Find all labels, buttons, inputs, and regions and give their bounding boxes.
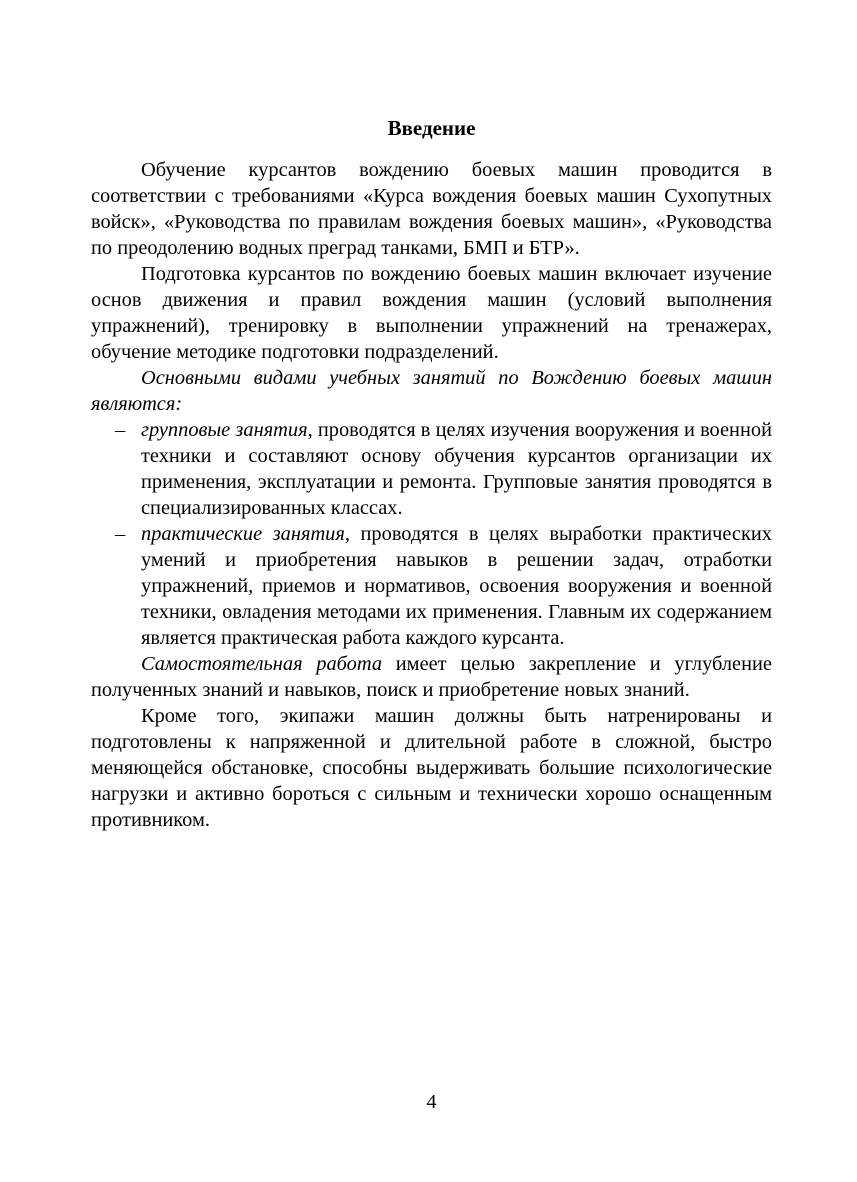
list-item-text: проводятся в целях выработки практических умений и приобретения навыков в решении задач, отработки упражнений, приемов и нормативов, освоения вооружения и военной техники, овладения методами их применения. Главным их содержанием является практическая работа каждого курсанта. [141, 523, 772, 649]
section-title: Введение [387, 116, 476, 140]
self-study-text: имеет целью закрепление и углубление полученных знаний и навыков, поиск и приобретение новых знаний. [91, 653, 772, 701]
paragraph-lesson-types: Основными видами учебных занятий по Вождению боевых машин являются: [91, 367, 772, 415]
paragraph-crews: Кроме того, экипажи машин должны быть натренированы и подготовлены к напряженной и длительной работе в сложной, быстро меняющейся обстановке, способны выдерживать большие психологические нагрузки и активно бороться с сильным и технически хорошо оснащенным противником. [91, 705, 772, 831]
lesson-types-list [91, 417, 772, 651]
list-item-practical-lessons [91, 521, 772, 651]
self-study-term: Самостоятельная работа [141, 653, 383, 675]
body-text [91, 157, 772, 833]
list-item-term: практические занятия, [141, 523, 350, 545]
page-number: 4 [426, 1091, 437, 1113]
paragraph-training: Подготовка курсантов по вождению боевых машин включает изучение основ движения и правил вождения машин (условий выполнения упражнений), тренировку в выполнении упражнений на тренажерах, обучение методике подготовки подразделений. [91, 263, 772, 363]
list-item-group-lessons [91, 417, 772, 521]
list-dash-marker: – [115, 419, 126, 441]
document-page [91, 0, 772, 1182]
list-dash-marker: – [115, 523, 126, 545]
list-item-term: групповые занятия [141, 419, 308, 441]
list-item-text: , проводятся в целях изучения вооружения и военной техники и составляют основу обучения курсантов организации их применения, эксплуатации и ремонта. Групповые занятия проводятся в специализированных классах. [141, 419, 772, 519]
paragraph-self-study [91, 651, 772, 703]
paragraph-intro: Обучение курсантов вождению боевых машин проводится в соответствии с требованиями «Курса вождения боевых машин Сухопутных войск», «Руководства по правилам вождения боевых машин», «Руководства по преодолению водных преград танками, БМП и БТР». [91, 159, 772, 259]
